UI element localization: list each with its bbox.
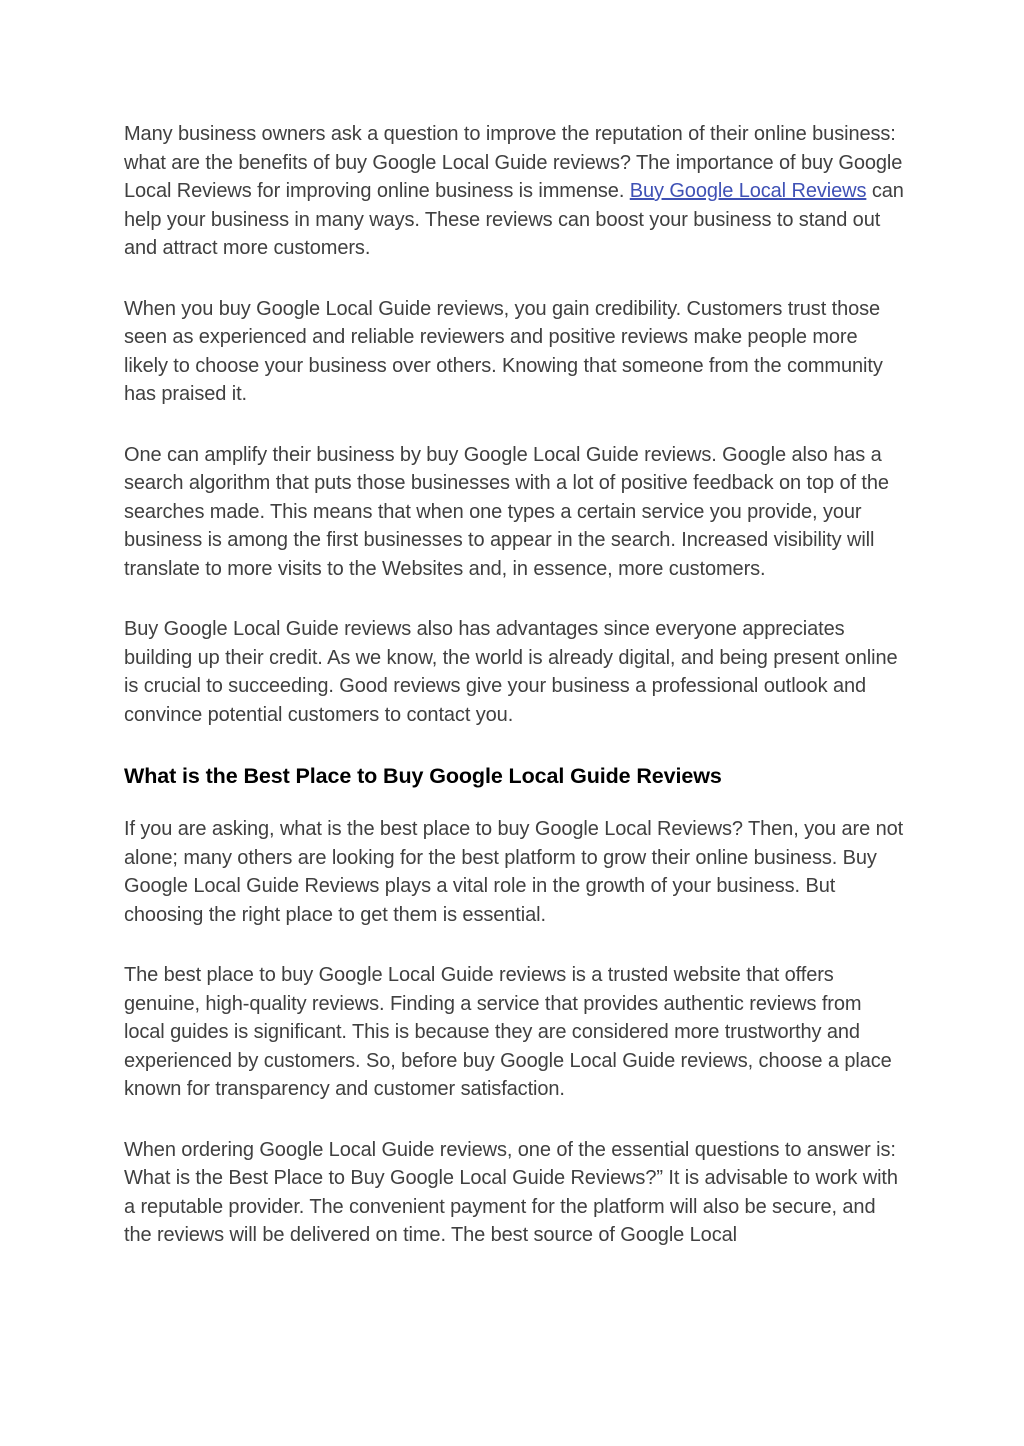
paragraph-trusted-website: The best place to buy Google Local Guide reviews is a trusted website that offers genuine, high-quality reviews. Finding a service that provides authentic reviews from local guides is significant. This is because they are considered more trustworthy and experienced by customers. So, before buy Google Local Guide reviews, choose a place known for transparency and customer satisfaction. [124,964,892,1100]
document-page [124,120,904,1282]
buy-google-local-reviews-link[interactable]: Buy Google Local Reviews [629,180,867,202]
section-heading: What is the Best Place to Buy Google Local Guide Reviews [124,764,722,788]
paragraph-advantages: Buy Google Local Guide reviews also has advantages since everyone appreciates building up their credit. As we know, the world is already digital, and being present online is crucial to succeeding. Good reviews give your business a professional outlook and convince potential customers to contact you. [124,618,898,726]
paragraph-visibility: One can amplify their business by buy Google Local Guide reviews. Google also has a search algorithm that puts those businesses with a lot of positive feedback on top of the searches made. This means that when one types a certain service you provide, your business is among the first businesses to appear in the search. Increased visibility will translate to more visits to the Websites and, in essence, more customers. [124,443,889,580]
paragraph-reputable-provider: When ordering Google Local Guide reviews, one of the essential questions to answer is: What is the Best Place to Buy Google Local Guide Reviews?” It is advisable to work with a reputable provider. The convenient payment for the platform will also be secure, and the reviews will be delivered on time. The best source of Google Local [124,1138,898,1246]
paragraph-benefits [124,120,904,263]
paragraph-benefits-text-end: can help your business in many ways. These reviews can boost your business to stand out and attract more customers. [124,180,904,259]
paragraph-credibility: When you buy Google Local Guide reviews, you gain credibility. Customers trust those seen as experienced and reliable reviewers and positive reviews make people more likely to choose your business over others. Knowing that someone from the community has praised it. [124,297,883,405]
paragraph-benefits-text-start: Many business owners ask a question to improve the reputation of their online business: what are the benefits of buy Google Local Guide reviews? The importance of buy Google Local Reviews for improving online business is immense. [124,123,903,202]
paragraph-best-place-question: If you are asking, what is the best place to buy Google Local Reviews? Then, you are not alone; many others are looking for the best platform to grow their online business. Buy Google Local Guide Reviews plays a vital role in the growth of your business. But choosing the right place to get them is essential. [124,818,904,926]
